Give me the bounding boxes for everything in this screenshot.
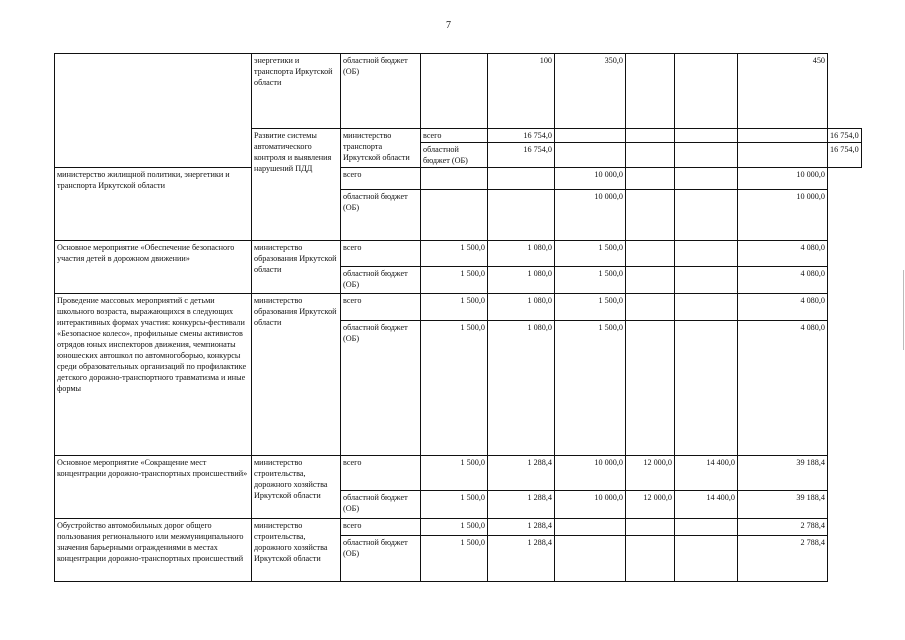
table-cell: 10 000,0 [555,168,626,190]
table-cell: 1 500,0 [555,321,626,456]
table-cell: 16 754,0 [828,129,862,143]
table-cell [488,190,555,241]
table-cell: областной бюджет (ОБ) [341,321,421,456]
table-row [55,294,862,321]
table-cell: Обустройство автомобильных дорог общего пользования регионального или межмуниципального значения барьерными ограждениями в местах концентрации дорожно-транспортных происшествий [55,519,252,582]
table-cell [675,294,738,321]
table-cell: 1 500,0 [421,519,488,536]
table-cell: министерство образования Иркутской области [252,294,341,456]
table-cell: 14 400,0 [675,491,738,519]
table-cell: 1 288,4 [488,536,555,582]
table-cell: 10 000,0 [555,456,626,491]
table-cell [626,321,675,456]
table-cell: областной бюджет (ОБ) [341,190,421,241]
table-cell: всего [421,129,488,143]
table-cell: 1 500,0 [421,267,488,294]
table-cell [675,143,738,168]
table-cell [626,294,675,321]
table-cell: 16 754,0 [488,143,555,168]
table-cell: областной бюджет (ОБ) [421,143,488,168]
table-cell [55,54,252,168]
table-cell: энергетики и транспорта Иркутской области [252,54,341,129]
table-cell: 39 188,4 [738,491,828,519]
table-cell: всего [341,519,421,536]
table-cell: министерство образования Иркутской области [252,241,341,294]
table-cell [488,168,555,190]
table-row [55,519,862,536]
table-cell: 4 080,0 [738,267,828,294]
page-number: 7 [446,20,451,31]
table-cell: Развитие системы автоматического контроля и выявления нарушений ПДД [252,129,341,241]
table-cell: всего [341,168,421,190]
table-cell: 12 000,0 [626,456,675,491]
table-cell [626,519,675,536]
table-cell: 10 000,0 [555,190,626,241]
table-cell [738,143,828,168]
table-cell: министерство транспорта Иркутской области [341,129,421,168]
table-cell [626,129,675,143]
table-cell: Основное мероприятие «Сокращение мест концентрации дорожно-транспортных происшествий» [55,456,252,519]
table-cell: всего [341,294,421,321]
table-cell: 12 000,0 [626,491,675,519]
table-cell: областной бюджет (ОБ) [341,54,421,129]
table-cell: 1 500,0 [421,491,488,519]
table-cell: 1 288,4 [488,456,555,491]
table-cell: 10 000,0 [738,190,828,241]
table-cell [675,519,738,536]
table-cell [555,519,626,536]
table-cell [675,321,738,456]
table-cell: министерство жилищной политики, энергетики и транспорта Иркутской области [55,168,252,241]
table-cell [626,168,675,190]
table-cell: 4 080,0 [738,241,828,267]
table-cell: 16 754,0 [828,143,862,168]
table-cell: 1 080,0 [488,267,555,294]
budget-table [54,53,862,582]
table-cell: 450 [738,54,828,129]
table-cell: 4 080,0 [738,294,828,321]
table-cell [626,241,675,267]
table-cell [675,536,738,582]
table-cell: 1 500,0 [555,267,626,294]
table-cell: 1 500,0 [421,536,488,582]
table-cell [421,54,488,129]
table-cell: Основное мероприятие «Обеспечение безопасного участия детей в дорожном движении» [55,241,252,294]
table-row [55,54,862,129]
table-cell: 16 754,0 [488,129,555,143]
table-cell: 1 500,0 [555,241,626,267]
table-cell [555,129,626,143]
table-cell: областной бюджет (ОБ) [341,491,421,519]
table-cell [675,241,738,267]
table-cell [675,267,738,294]
scan-edge-line [903,270,904,350]
table-cell: 39 188,4 [738,456,828,491]
table-cell [555,143,626,168]
table-cell: 1 080,0 [488,241,555,267]
table-cell: 4 080,0 [738,321,828,456]
table-cell [555,536,626,582]
table-cell [675,168,738,190]
table-cell [421,190,488,241]
table-cell: 1 288,4 [488,519,555,536]
table-cell: областной бюджет (ОБ) [341,536,421,582]
table-cell [675,190,738,241]
table-cell: 1 500,0 [555,294,626,321]
table-cell: Проведение массовых мероприятий с детьми школьного возраста, выражающихся в следующих интерактивных формах участия: конкурсы-фестивали «Безопасное колесо», профильные смены активистов отрядов юных инспекторов движения, чемпионаты юношеских автошкол по автомногоборью, конкурсы среди образовательных организаций по профилактике детского дорожно-транспортного травматизма и иные формы [55,294,252,456]
table-cell: 1 080,0 [488,321,555,456]
table-cell: 10 000,0 [555,491,626,519]
table-cell [675,129,738,143]
table-cell: 100 [488,54,555,129]
table-cell: всего [341,456,421,491]
table-cell: министерство строительства, дорожного хозяйства Иркутской области [252,519,341,582]
table-cell [626,54,675,129]
table-cell: всего [341,241,421,267]
table-cell: областной бюджет (ОБ) [341,267,421,294]
table-cell: 1 500,0 [421,321,488,456]
table-cell: 1 500,0 [421,456,488,491]
table-cell: 1 500,0 [421,294,488,321]
table-cell [626,267,675,294]
table-cell: 350,0 [555,54,626,129]
table-cell: 1 288,4 [488,491,555,519]
table-cell: 14 400,0 [675,456,738,491]
table-cell [421,168,488,190]
table-cell: 1 500,0 [421,241,488,267]
table-row [55,456,862,491]
table-row [55,168,862,190]
table-cell: министерство строительства, дорожного хозяйства Иркутской области [252,456,341,519]
table-row [55,241,862,267]
table-cell [738,129,828,143]
table-cell [626,190,675,241]
table-cell: 10 000,0 [738,168,828,190]
table-cell: 2 788,4 [738,519,828,536]
table-cell [675,54,738,129]
table-cell [626,536,675,582]
table-cell [626,143,675,168]
table-cell: 2 788,4 [738,536,828,582]
table-cell: 1 080,0 [488,294,555,321]
